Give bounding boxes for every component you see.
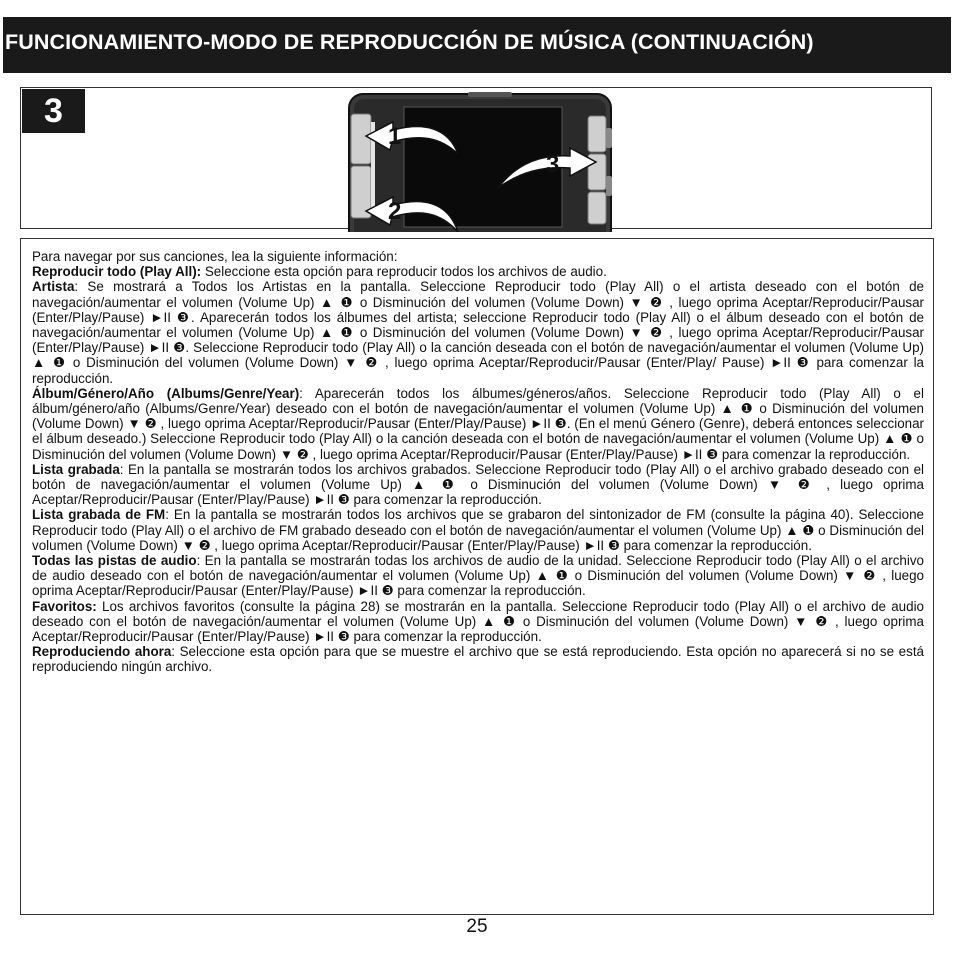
option-term: Todas las pistas de audio — [32, 553, 197, 569]
option-description: : En la pantalla se mostrarán todos los archivos grabados. Seleccione Reproducir todo (Play All) o el archivo grabado deseado con el botón de navegación/aumentar el volumen (Volume Up) ▲ ❶ o Disminución del volumen (Volume Down) ▼ ❷ , luego oprima Aceptar/Reproducir/Pausar (Enter/Play/Pause) ►II ❸ para comenzar la reproducción. — [32, 461, 924, 508]
option-play-all — [32, 264, 924, 279]
option-term: Lista grabada de FM — [32, 507, 166, 523]
page-number: 25 — [466, 916, 488, 937]
option-description: : Aparecerán todos los álbumes/géneros/años. Seleccione Reproducir todo (Play All) o el álbum/género/año (Albums/Genre/Year) deseado con el botón de navegación/aumentar el volumen (Volume Up) ▲ ❶ o Disminución del volumen (Volume Down) ▼ ❷ , luego oprima Aceptar/Reproducir/Pausar (Enter/Play/Pause) ►II ❸. (En el menú Género (Genre), deberá entonces seleccionar el álbum deseado.) Seleccione Reproducir todo (Play All) o la canción deseada con el botón de navegación/aumentar el volumen (Volume Up) ▲ ❶ o Disminución del volumen (Volume Down) ▼ ❷ , luego oprima Aceptar/Reproducir/Pausar (Enter/Play/Pause) ►II ❸ para comenzar la reproducción. — [32, 385, 924, 462]
instructions-text — [32, 249, 924, 675]
option-term: Reproducir todo (Play All): — [32, 264, 202, 280]
option-description: : En la pantalla se mostrarán todas los archivos de audio de la unidad. Seleccione Reproducir todo (Play All) o el archivo de audio deseado con el botón de navegación/aumentar el volumen (Volume Up) ▲ ❶ o Disminución del volumen (Volume Down) ▼ ❷ , luego oprima Aceptar/Reproducir/Pausar (Enter/Play/Pause) ►II ❸ para comenzar la reproducción. — [32, 553, 924, 599]
option-favorites — [32, 599, 924, 645]
option-term: Álbum/Género/Año (Albums/Genre/Year) — [32, 385, 300, 401]
option-description: : En la pantalla se mostrarán todos los archivos que se grabaron del sintonizador de FM (consulte la página 40). Seleccione Reproducir todo (Play All) o el archivo de FM grabado deseado con el botón de navegación/aumentar el volumen (Volume Up) ▲ ❶ o Disminución del volumen (Volume Down) ▼ ❷ , luego oprima Aceptar/Reproducir/Pausar (Enter/Play/Pause) ►II ❸ para comenzar la reproducción. — [32, 507, 924, 553]
option-description: : Se mostrará a Todos los Artistas en la pantalla. Seleccione Reproducir todo (Play All) o el artista deseado con el botón de navegación/aumentar el volumen (Volume Up) ▲ ❶ o Disminución del volumen (Volume Down) ▼ ❷ , luego oprima Aceptar/Reproducir/Pausar (Enter/Play/Pause) ►II ❸. Aparecerán todos los álbumes del artista; seleccione Reproducir todo (Play All) o el álbum deseado con el botón de navegación/aumentar el volumen (Volume Up) ▲ ❶ o Disminución del volumen (Volume Down) ▼ ❷ , luego oprima Aceptar/Reproducir/Pausar (Enter/Play/Pause) ►II ❸. Seleccione Reproducir todo (Play All) o la canción deseada con el botón de navegación/aumentar el volumen (Volume Up) ▲ ❶ o Disminución del volumen (Volume Down) ▼ ❷ , luego oprima Aceptar/Reproducir/Pausar (Enter/Play/ Pause) ►II ❸ para comenzar la reproducción. — [32, 279, 924, 386]
instructions-intro: Para navegar por sus canciones, lea la siguiente información: — [32, 249, 398, 264]
media-player-device-illustration — [348, 92, 612, 232]
callout-number-3: 3 — [546, 151, 560, 178]
option-album-genre-year — [32, 386, 924, 462]
option-recorded-list — [32, 462, 924, 508]
callout-number-2: 2 — [388, 198, 402, 225]
option-fm-recorded-list — [32, 507, 924, 553]
option-term: Favoritos: — [32, 598, 97, 614]
option-all-audio-tracks — [32, 553, 924, 599]
option-description: Los archivos favoritos (consulte la página 28) se mostrarán en la pantalla. Seleccione Reproducir todo (Play All) o el archivo de audio deseado con el botón de navegación/aumentar el volumen (Volume Up) ▲ ❶ o Disminución del volumen (Volume Down) ▼ ❷ , luego oprima Aceptar/Reproducir/Pausar (Enter/Play/Pause) ►II ❸ para comenzar la reproducción. — [32, 598, 924, 645]
step-number-badge: 3 — [22, 89, 85, 133]
callout-number-1: 1 — [388, 123, 402, 150]
option-term: Artista — [32, 279, 75, 295]
option-term: Reproduciendo ahora — [32, 644, 172, 660]
option-description: : Seleccione esta opción para que se muestre el archivo que se está reproduciendo. Esta opción no aparecerá si no se está reproduciendo ningún archivo. — [32, 644, 924, 675]
instructions-box — [20, 238, 934, 915]
page-header — [3, 17, 951, 73]
option-artist — [32, 279, 924, 385]
page-title: FUNCIONAMIENTO-MODO DE REPRODUCCIÓN DE MÚSICA (CONTINUACIÓN) — [5, 30, 814, 54]
option-term: Lista grabada — [32, 461, 120, 477]
step-illustration-box — [20, 87, 932, 229]
option-now-playing — [32, 644, 924, 674]
option-description: Seleccione esta opción para reproducir todos los archivos de audio. — [201, 264, 607, 280]
left-side-buttons — [351, 114, 375, 218]
